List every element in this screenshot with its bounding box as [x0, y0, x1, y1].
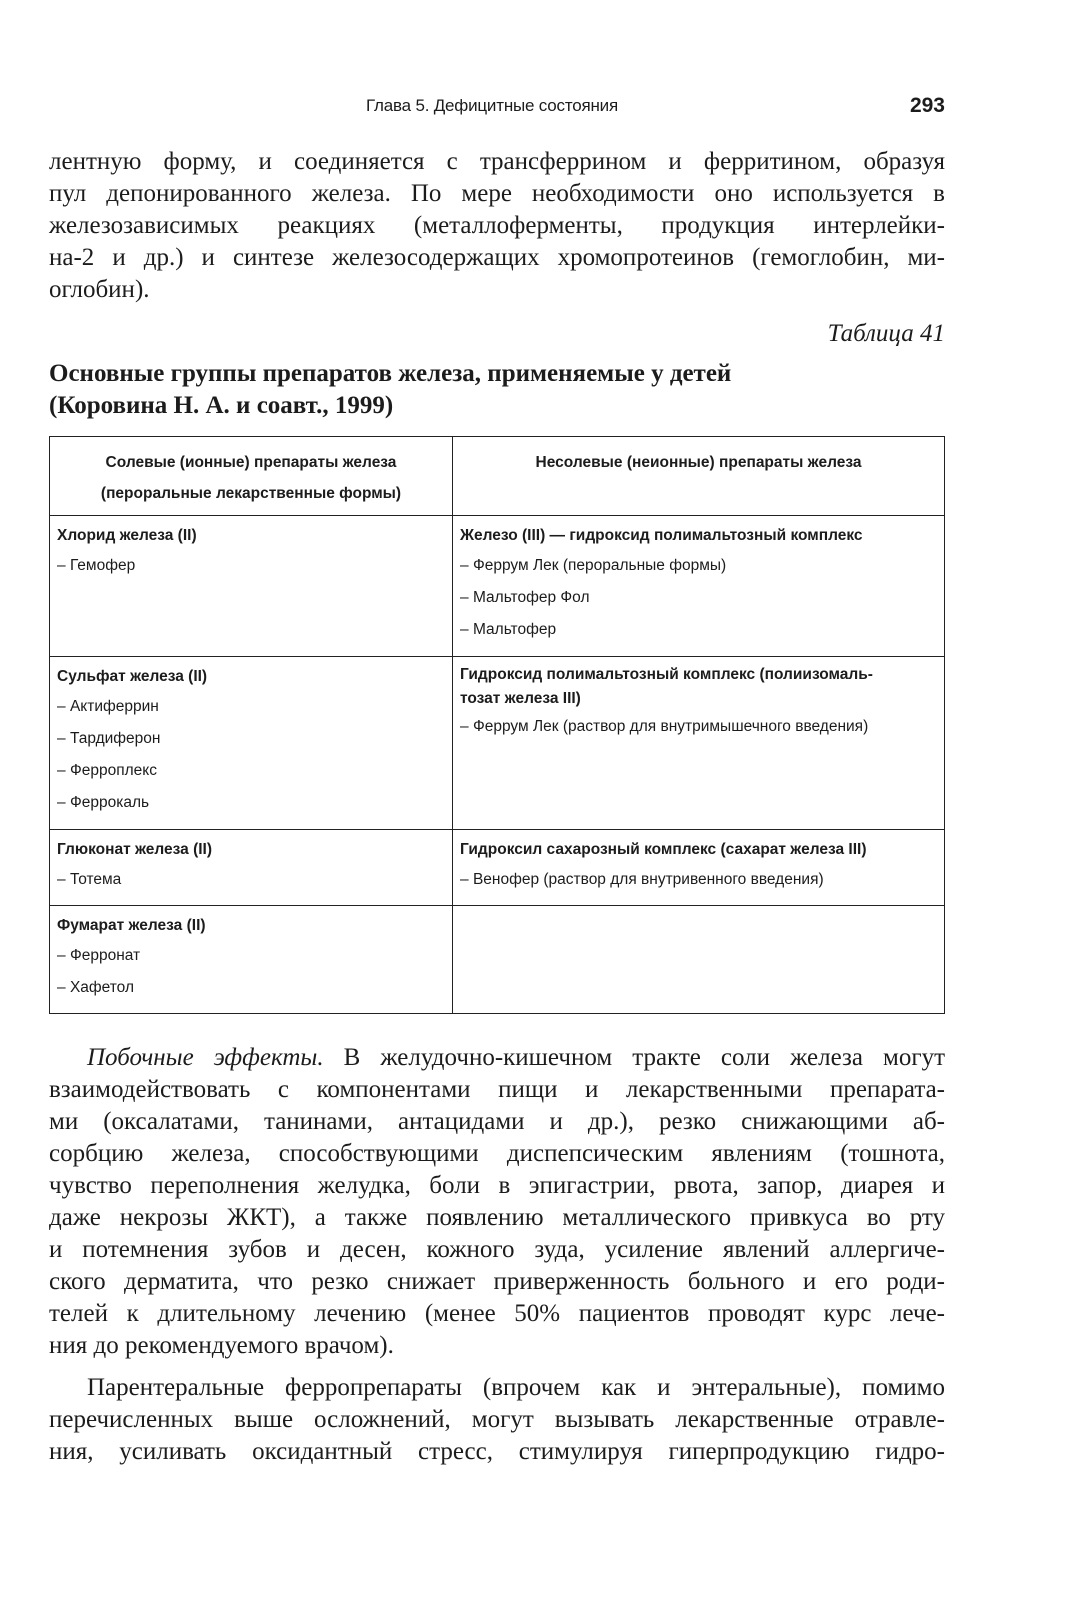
text-line: ния, усиливать оксидантный стресс, стимулируя гиперпродукцию гидро- [49, 1438, 945, 1465]
non-salt-cell-empty [453, 906, 945, 1014]
side-effects-lead: Побочные эффекты. [87, 1044, 324, 1071]
header-line: Солевые (ионные) препараты железа [105, 454, 397, 471]
header-non-salt-preparations: Несолевые (неионные) препараты железа [453, 437, 945, 516]
text-line: железозависимых реакциях (металлоферменты, продукция интерлейки- [49, 212, 945, 239]
text-line: пул депонированного железа. По мере необходимости оно используется в [49, 180, 945, 207]
parenteral-paragraph [49, 1372, 945, 1468]
drug-item: – Феррокаль [57, 787, 445, 819]
table-title [49, 358, 945, 422]
text-line: чувство переполнения желудка, боли в эпигастрии, рвота, запор, диарея и [49, 1172, 945, 1199]
table-row [50, 830, 945, 906]
non-salt-cell [453, 657, 945, 830]
drug-item: – Мальтофер [460, 614, 937, 646]
text-line: взаимодействовать с компонентами пищи и лекарственными препарата- [49, 1076, 945, 1103]
header-salt-preparations [50, 437, 453, 516]
group-name: Фумарат железа (II) [57, 917, 206, 934]
text-span: В желудочно-кишечном тракте соли железа могут [323, 1044, 945, 1071]
text-line: ния до рекомендуемого врачом). [49, 1332, 394, 1359]
text-line: лентную форму, и соединяется с трансферрином и ферритином, образуя [49, 148, 945, 175]
drug-item: – Ферроплекс [57, 755, 445, 787]
drug-item: – Актиферрин [57, 691, 445, 723]
page-number: 293 [909, 94, 945, 117]
non-salt-cell [453, 516, 945, 657]
text-line: и потемнения зубов и десен, кожного зуда, усиление явлений аллергиче- [49, 1236, 945, 1263]
group-name: Железо (III) — гидроксид полимальтозный комплекс [460, 527, 863, 544]
table-row [50, 657, 945, 830]
text-line: оглобин). [49, 276, 150, 303]
drug-item: – Тардиферон [57, 723, 445, 755]
group-name: Сульфат железа (II) [57, 668, 208, 685]
running-head [49, 96, 945, 120]
text-line: на-2 и др.) и синтезе железосодержащих хромопротеинов (гемоглобин, ми- [49, 244, 945, 271]
salt-cell [50, 906, 453, 1014]
header-line: (пероральные лекарственные формы) [100, 485, 402, 502]
salt-cell [50, 657, 453, 830]
text-line [49, 1042, 945, 1074]
drug-item: – Хафетол [57, 972, 445, 1004]
table-title-line: Основные группы препаратов железа, применяемые у детей [49, 360, 732, 387]
group-name: Глюконат железа (II) [57, 841, 213, 858]
table-title-line: (Коровина Н. А. и соавт., 1999) [49, 392, 394, 419]
text-line: Парентеральные ферропрепараты (впрочем как и энтеральные), помимо [87, 1374, 945, 1401]
table-row [50, 516, 945, 657]
iron-preparations-table [49, 436, 945, 1014]
drug-item: – Венофер (раствор для внутривенного введения) [460, 864, 937, 896]
drug-item: – Тотема [57, 864, 445, 896]
text-line: перечисленных выше осложнений, могут вызывать лекарственные отравле- [49, 1406, 945, 1433]
drug-item: – Гемофер [57, 550, 445, 582]
side-effects-paragraph [49, 1042, 945, 1362]
non-salt-cell [453, 830, 945, 906]
drug-item: – Мальтофер Фол [460, 582, 937, 614]
drug-item: – Феррум Лек (пероральные формы) [460, 550, 937, 582]
text-line: сорбцию железа, способствующими диспепсическим явлениям (тошнота, [49, 1140, 945, 1167]
group-name: Гидроксил сахарозный комплекс (сахарат железа III) [460, 841, 867, 858]
table-header-row [50, 437, 945, 516]
group-name: Хлорид железа (II) [57, 527, 197, 544]
intro-paragraph [49, 146, 945, 306]
text-line: даже некрозы ЖКТ), а также появлению металлического привкуса во рту [49, 1204, 945, 1231]
text-line: телей к длительному лечению (менее 50% пациентов проводят курс лече- [49, 1300, 945, 1327]
drug-item: – Феррум Лек (раствор для внутримышечного введения) [460, 711, 937, 743]
salt-cell [50, 830, 453, 906]
text-line: ми (оксалатами, танинами, антацидами и др.), резко снижающими аб- [49, 1108, 945, 1135]
salt-cell [50, 516, 453, 657]
table-number: Таблица 41 [827, 320, 945, 347]
table-row [50, 906, 945, 1014]
group-name: тозат железа III) [460, 690, 581, 707]
chapter-title: Глава 5. Дефицитные состояния [366, 96, 618, 115]
drug-item: – Ферронат [57, 940, 445, 972]
text-line: ского дерматита, что резко снижает приверженность больного и его роди- [49, 1268, 945, 1295]
group-name: Гидроксид полимальтозный комплекс (полиизомаль- [460, 666, 873, 683]
